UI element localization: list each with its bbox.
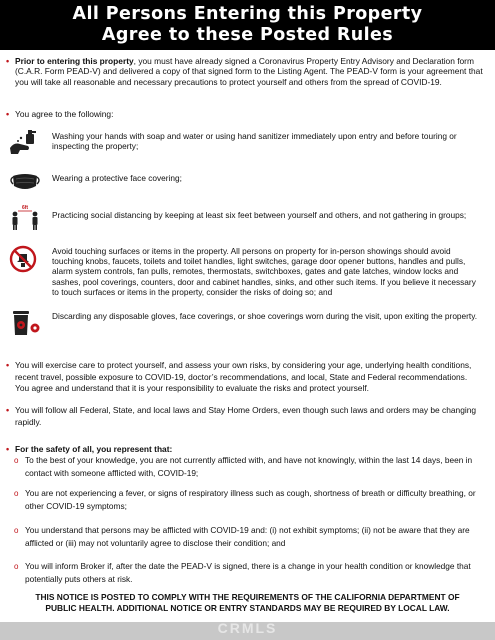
care-line-1: You will exercise care to protect yourself, and assess your own risks, by considering your age, underlying health conditions, recent travel, possible exposure to COVID-19, doctor’s recommendations, and local, State and Federal recommendations. xyxy=(15,360,472,382)
distance-label: 6ft xyxy=(21,205,29,211)
bullet-mark: • xyxy=(6,444,10,454)
social-distance-icon xyxy=(8,203,42,233)
legal-notice: THIS NOTICE IS POSTED TO COMPLY WITH THE REQUIREMENTS OF THE CALIFORNIA DEPARTMENT OF PUBLIC HEALTH. ADDITIONAL NOTICE OR ENTRY STANDARDS MAY BE REQUIRED BY LOCAL LAW. xyxy=(35,592,460,613)
safety-heading: • For the safety of all, you represent that: xyxy=(6,444,173,454)
intro-bold: Prior to entering this property xyxy=(15,56,134,66)
poster-header xyxy=(0,0,495,50)
bullet-mark: • xyxy=(6,360,10,370)
item-social-distancing: Practicing social distancing by keeping at least six feet between yourself and others, and not gathering in groups; xyxy=(52,210,467,220)
item-avoid-touching: Avoid touching surfaces or items in the property. All persons on property for in-person showings should avoid touching knobs, faucets, toilets and toilet handles, light switches, garage door opener buttons, handles and pulls, alarm system controls, fan pulls, remotes, thermostats, switchboxes, gates and gate latches, window locks and sashes, pool coverings, counters, door and cabinet handles, sinks, and other such items. If you believe it necessary to touch surfaces or items in the property, consider the risks of doing so; and xyxy=(52,246,476,297)
representation-item: o You will inform Broker if, after the date the PEAD-V is signed, there is a change in your health condition or knowledge that potentially puts others at risk. xyxy=(14,561,471,584)
circle-bullet-icon: o xyxy=(14,526,19,535)
circle-bullet-icon: o xyxy=(14,456,19,465)
care-paragraph xyxy=(6,360,486,395)
representation-item: o You are not experiencing a fever, or signs of respiratory illness such as cough, shortness of breath or difficulty breathing, or other COVID-19 symptoms; xyxy=(14,488,476,511)
item-discarding: Discarding any disposable gloves, face coverings, or shoe coverings worn during the visit, upon exiting the property. xyxy=(52,311,478,321)
header-line-1: All Persons Entering this Property xyxy=(72,4,423,24)
circle-bullet-icon: o xyxy=(14,489,19,498)
circle-bullet-icon: o xyxy=(14,562,19,571)
hand-washing-icon xyxy=(8,128,42,158)
agree-heading: • You agree to the following: xyxy=(6,109,114,119)
intro-paragraph xyxy=(6,56,486,87)
bullet-mark: • xyxy=(6,405,10,415)
watermark: CRMLS xyxy=(217,620,278,636)
bullet-mark: • xyxy=(6,109,10,119)
intro-text: , you must have already signed a Coronavirus Property Entry Advisory and Declaration form (C.A.R. Form PEAD-V) and delivered a copy of that signed form to the Listing Agent. The PEAD-V form is your agreement that you will take all reasonable and necessary precautions to protect yourself and others from the spread of COVID-19. xyxy=(15,56,483,87)
item-face-mask: Wearing a protective face covering; xyxy=(52,173,182,183)
bullet-mark: • xyxy=(6,56,10,66)
care-line-2: You agree and understand that it is your responsibility to evaluate the risks and protect yourself. xyxy=(15,383,369,394)
representation-item: o To the best of your knowledge, you are not currently afflicted with, and have not knowingly, within the last 14 days, been in contact with someone afflicted with, COVID-19; xyxy=(14,455,473,478)
header-line-2: Agree to these Posted Rules xyxy=(101,25,394,45)
laws-paragraph: • You will follow all Federal, State, and local laws and Stay Home Orders, even though such laws and orders may be changing rapidly. xyxy=(6,405,477,427)
biohazard-bin-icon xyxy=(8,308,42,338)
face-mask-icon xyxy=(8,167,42,197)
item-hand-washing: Washing your hands with soap and water or using hand sanitizer immediately upon entry and before touring or inspecting the property; xyxy=(52,131,457,152)
no-touch-icon xyxy=(8,244,42,274)
representation-item: o You understand that persons may be afflicted with COVID-19 and: (i) not exhibit symptoms; (ii) not be aware that they are afflicted or (iii) may not voluntarily agree to disclose their condition; and xyxy=(14,525,470,548)
